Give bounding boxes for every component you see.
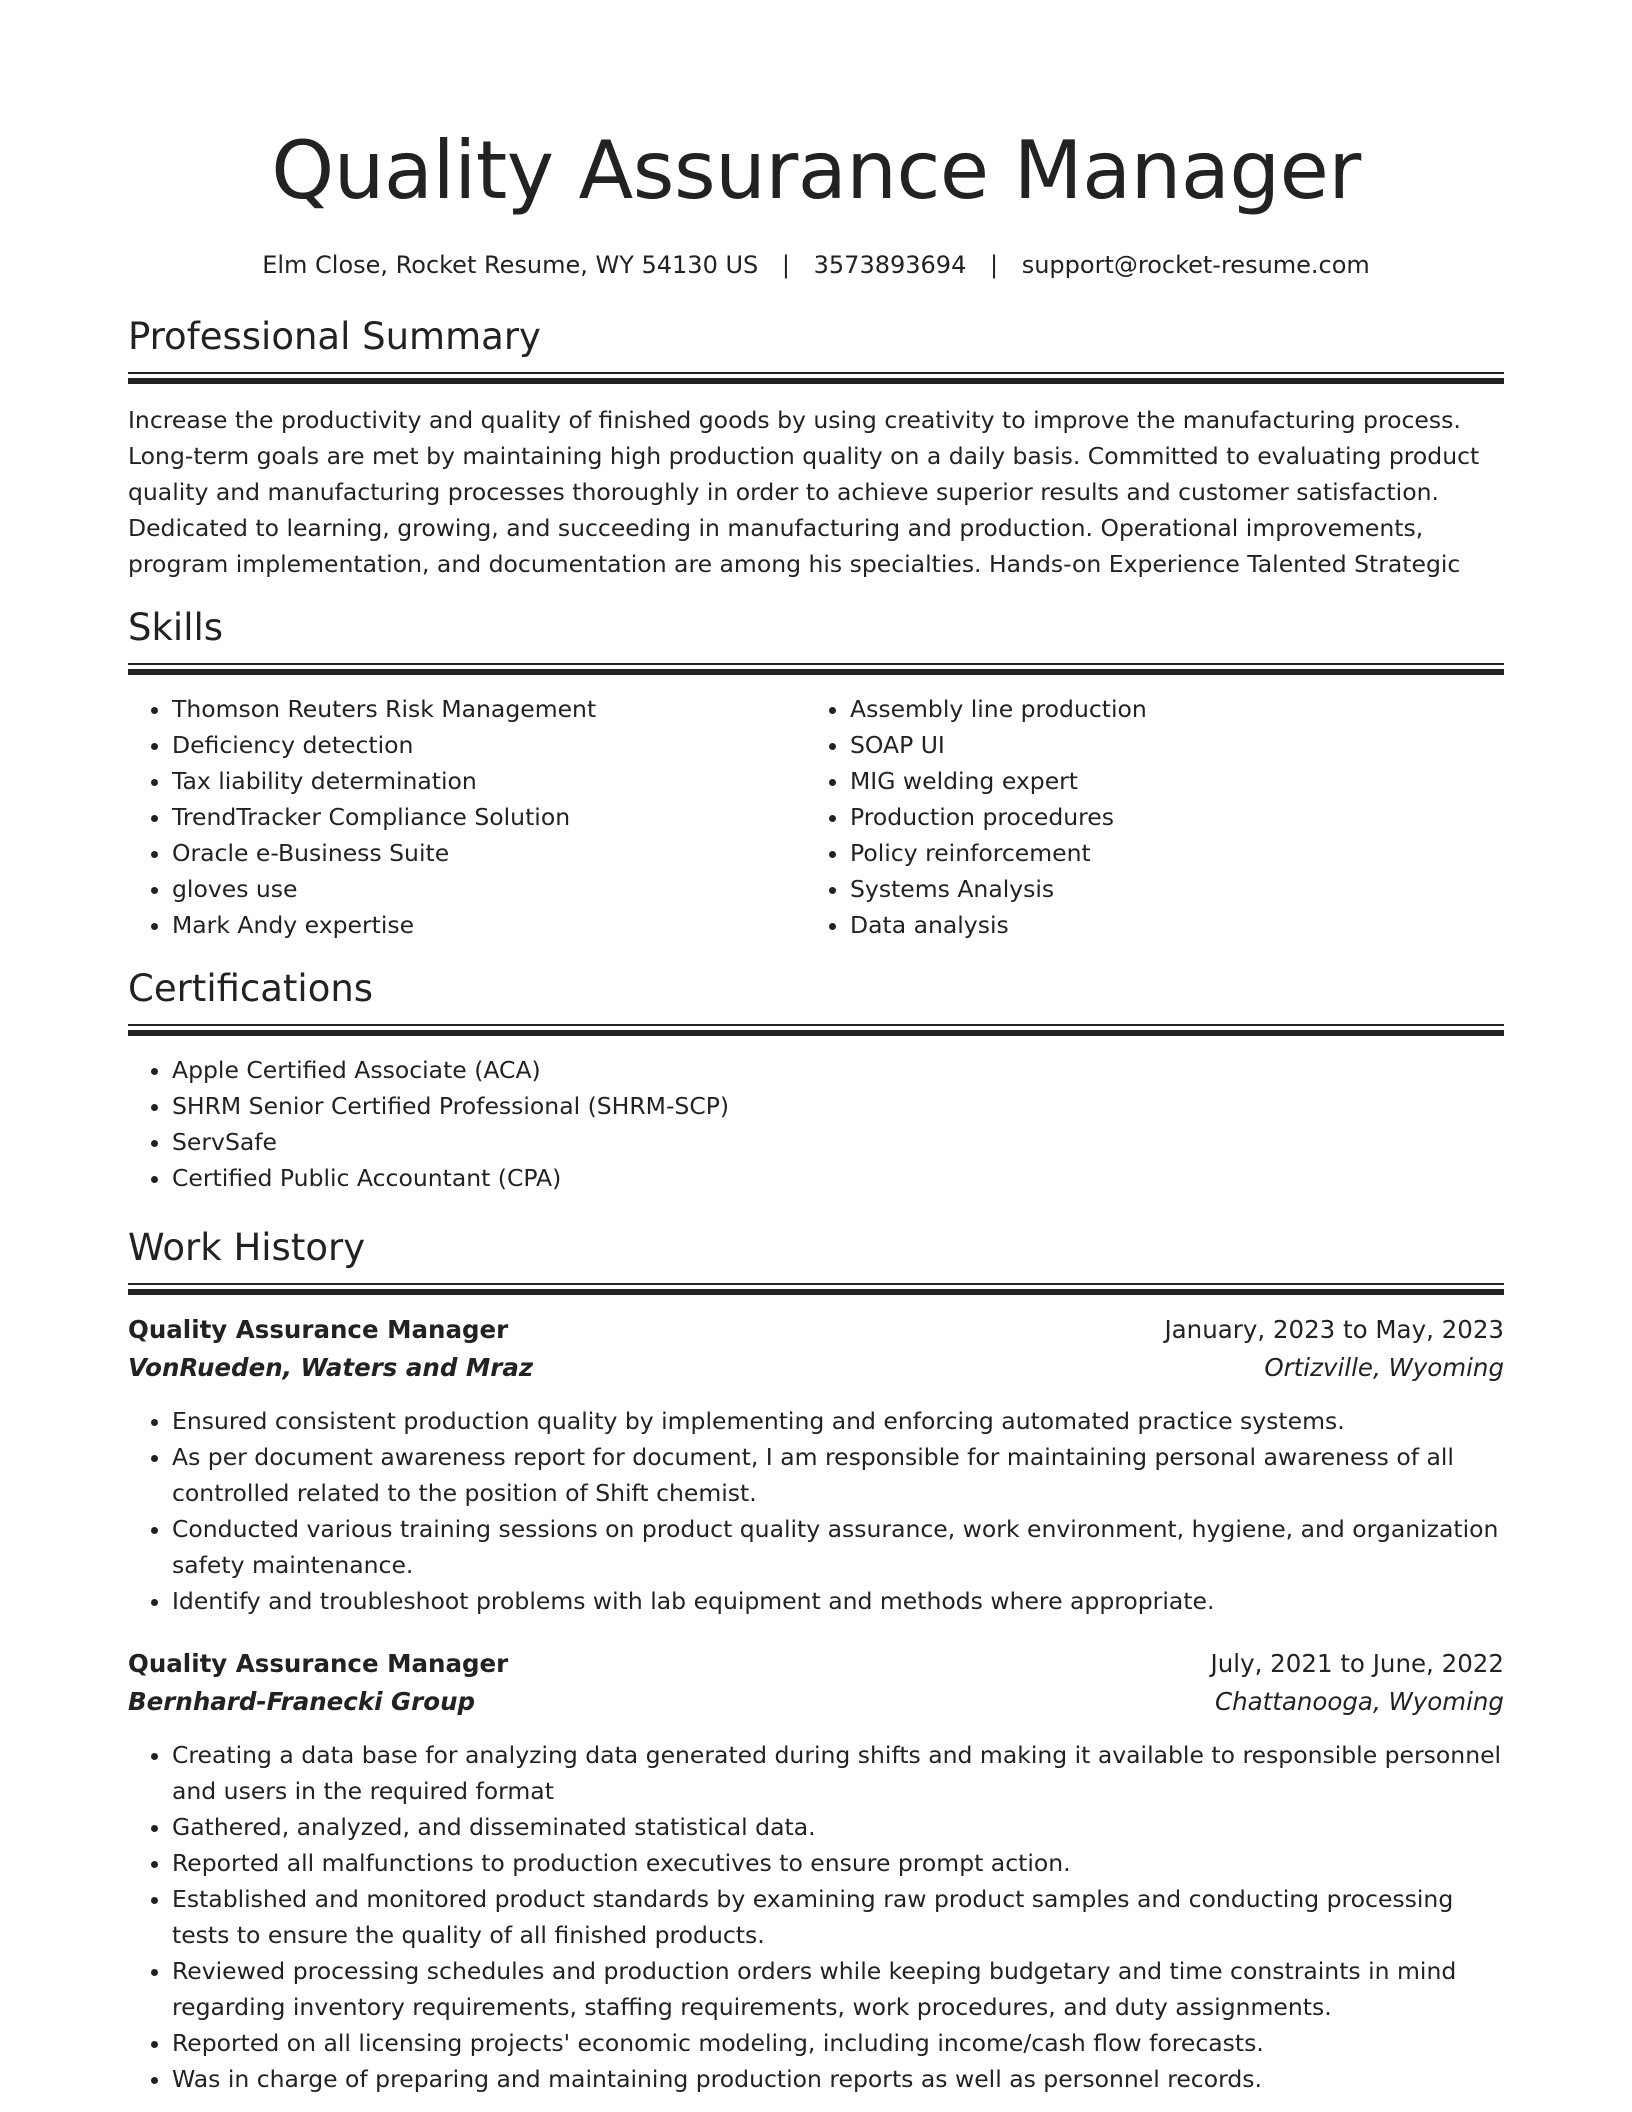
certifications-section	[128, 965, 1504, 1196]
contact-separator: |	[781, 251, 790, 279]
job-bullet: • Identify and troubleshoot problems with lab equipment and methods where appropriate.	[172, 1583, 1504, 1619]
skill-item: • MIG welding expert	[850, 763, 1484, 799]
job-bullet: • Reviewed processing schedules and production orders while keeping budgetary and time constraints in mind regarding inventory requirements, staffing requirements, work procedures, and duty assignments.	[172, 1953, 1504, 2025]
job-list	[128, 1311, 1504, 2097]
skill-item: • Deficiency detection	[172, 727, 806, 763]
summary-text: Increase the productivity and quality of finished goods by using creativity to improve the manufacturing process. Long-term goals are met by maintaining high production quality on a daily basis. Committed to evaluating product quality and manufacturing processes thoroughly in order to achieve superior results and customer satisfaction. Dedicated to learning, growing, and succeeding in manufacturing and production. Operational improvements, program implementation, and documentation are among his specialties. Hands-on Experience Talented Strategic	[128, 406, 1480, 578]
job-bullet: • Creating a data base for analyzing data generated during shifts and making it available to responsible personnel and users in the required format	[172, 1737, 1504, 1809]
job-bullet-list	[128, 1737, 1504, 2097]
job-entry	[128, 1645, 1504, 2097]
skill-item: • Oracle e-Business Suite	[172, 835, 806, 871]
skills-list-right	[806, 691, 1484, 943]
skills-list-left	[128, 691, 806, 943]
work-history-section	[128, 1224, 1504, 2097]
job-location: Chattanooga, Wyoming	[1215, 1687, 1504, 1716]
job-dates: July, 2021 to June, 2022	[1210, 1649, 1504, 1678]
section-title-summary: Professional Summary	[128, 315, 541, 358]
certification-item: • Apple Certified Associate (ACA)	[172, 1052, 1504, 1088]
job-header-row	[128, 1645, 1504, 1683]
job-company-row	[128, 1349, 1504, 1387]
contact-address: Elm Close, Rocket Resume, WY 54130 US	[262, 251, 759, 279]
contact-email: support@rocket-resume.com	[1021, 251, 1370, 279]
job-bullet: • Was in charge of preparing and maintaining production reports as well as personnel records.	[172, 2061, 1504, 2097]
job-bullet: • Established and monitored product standards by examining raw product samples and conducting processing tests to ensure the quality of all finished products.	[172, 1881, 1504, 1953]
summary-section	[128, 313, 1504, 582]
contact-separator: |	[989, 251, 999, 279]
candidate-name: Quality Assurance Manager	[271, 124, 1361, 217]
section-divider	[128, 1283, 1504, 1285]
job-company: VonRueden, Waters and Mraz	[128, 1353, 534, 1382]
skills-section	[128, 604, 1504, 943]
job-dates: January, 2023 to May, 2023	[1164, 1315, 1504, 1344]
job-header-row	[128, 1311, 1504, 1349]
job-location: Ortizville, Wyoming	[1264, 1353, 1504, 1382]
skill-item: • Tax liability determination	[172, 763, 806, 799]
job-bullet-list	[128, 1403, 1504, 1619]
skill-item: • Thomson Reuters Risk Management	[172, 691, 806, 727]
job-bullet: • Reported all malfunctions to production executives to ensure prompt action.	[172, 1845, 1504, 1881]
section-divider	[128, 663, 1504, 665]
section-divider	[128, 1024, 1504, 1026]
section-title-work-history: Work History	[128, 1226, 366, 1269]
job-company-row	[128, 1683, 1504, 1721]
contact-phone: 3573893694	[813, 251, 967, 279]
skill-item: • Mark Andy expertise	[172, 907, 806, 943]
skill-item: • Data analysis	[850, 907, 1484, 943]
skill-item: • gloves use	[172, 871, 806, 907]
job-company: Bernhard-Franecki Group	[128, 1687, 476, 1716]
job-title: Quality Assurance Manager	[128, 1315, 509, 1344]
skills-column-right	[806, 691, 1484, 943]
skill-item: • Production procedures	[850, 799, 1484, 835]
resume-page	[128, 0, 1504, 2097]
section-divider	[128, 372, 1504, 374]
skill-item: • Assembly line production	[850, 691, 1484, 727]
job-title: Quality Assurance Manager	[128, 1649, 509, 1678]
certifications-list	[128, 1052, 1504, 1196]
skill-item: • Policy reinforcement	[850, 835, 1484, 871]
job-bullet: • Gathered, analyzed, and disseminated statistical data.	[172, 1809, 1504, 1845]
certification-item: • SHRM Senior Certified Professional (SHRM-SCP)	[172, 1088, 1504, 1124]
section-title-certifications: Certifications	[128, 967, 374, 1010]
skill-item: • Systems Analysis	[850, 871, 1484, 907]
job-entry	[128, 1311, 1504, 1619]
certification-item: • ServSafe	[172, 1124, 1504, 1160]
section-title-skills: Skills	[128, 606, 224, 649]
skills-column-left	[128, 691, 806, 943]
skill-item: • TrendTracker Compliance Solution	[172, 799, 806, 835]
skills-columns	[128, 691, 1504, 943]
skill-item: • SOAP UI	[850, 727, 1484, 763]
contact-line	[128, 247, 1504, 283]
job-bullet: • As per document awareness report for document, I am responsible for maintaining personal awareness of all controlled related to the position of Shift chemist.	[172, 1439, 1504, 1511]
job-bullet: • Conducted various training sessions on product quality assurance, work environment, hygiene, and organization safety maintenance.	[172, 1511, 1504, 1583]
job-bullet: • Ensured consistent production quality by implementing and enforcing automated practice systems.	[172, 1403, 1504, 1439]
certification-item: • Certified Public Accountant (CPA)	[172, 1160, 1504, 1196]
job-bullet: • Reported on all licensing projects' economic modeling, including income/cash flow forecasts.	[172, 2025, 1504, 2061]
